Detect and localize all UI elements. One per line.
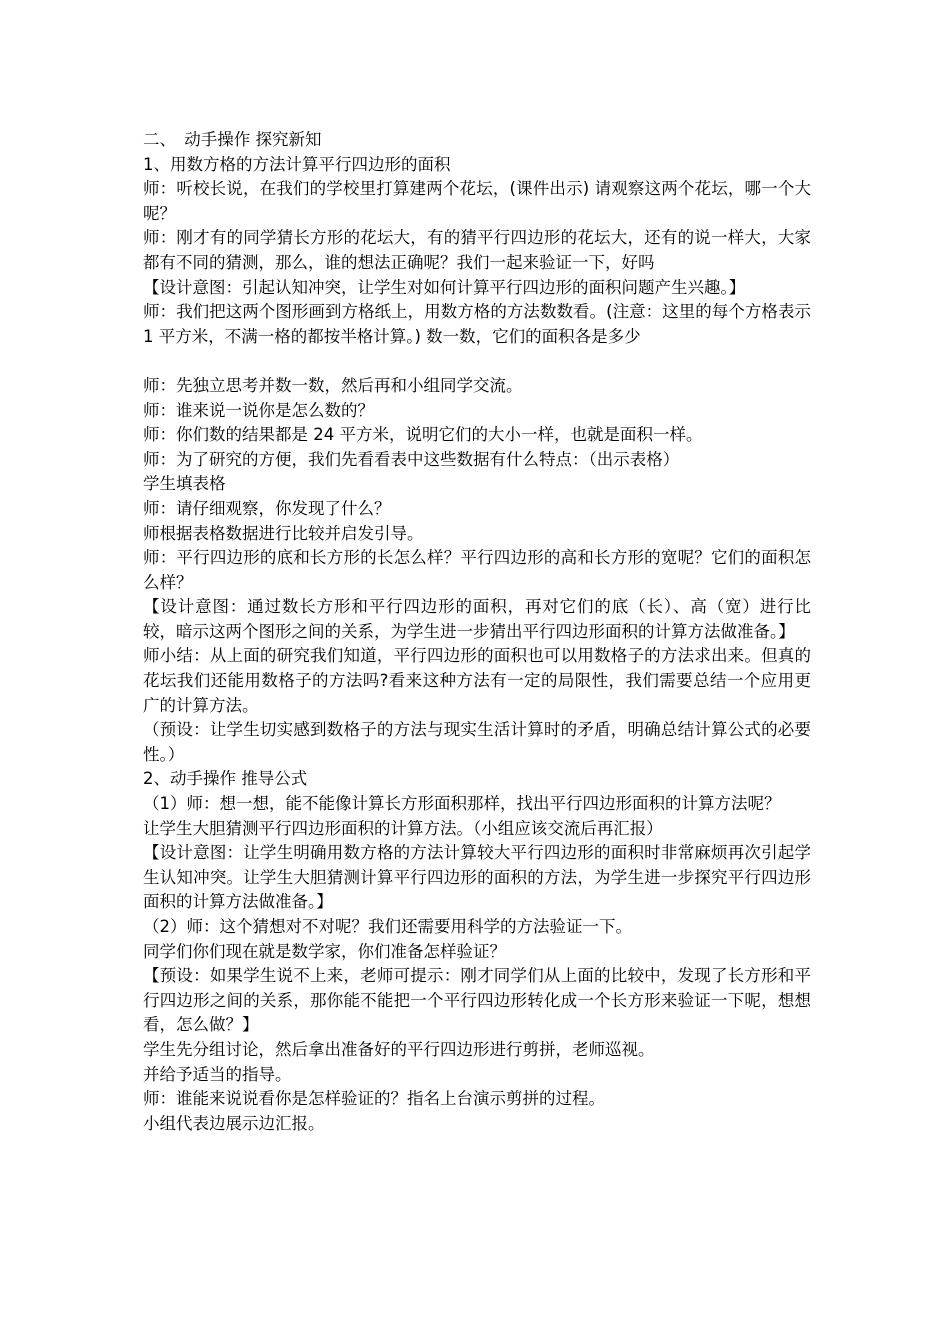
design-intent-3: 【设计意图：让学生明确用数方格的方法计算较大平行四边形的面积时非常麻烦再次引起学生认知冲突。让学生大胆猜测计算平行四边形的面积的方法，为学生进一步探究平行四边形面积的计算方法做准备。】	[143, 843, 811, 912]
paragraph-8: 学生填表格	[143, 474, 226, 494]
teacher-summary: 师小结：从上面的研究我们知道，平行四边形的面积也可以用数格子的方法求出来。但真的花坛我们还能用数格子的方法吗?看来这种方法有一定的局限性，我们需要总结一个应用更广的计算方法。	[143, 646, 811, 715]
paragraph-2: 师：刚才有的同学猜长方形的花坛大，有的猜平行四边形的花坛大，还有的说一样大，大家都有不同的猜测，那么，谁的想法正确呢？我们一起来验证一下，好吗	[143, 228, 811, 272]
paragraph-14: （2）师：这个猜想对不对呢？我们还需要用科学的方法验证一下。	[143, 917, 632, 936]
design-intent-2: 【设计意图：通过数长方形和平行四边形的面积，再对它们的底（长）、高（宽）进行比较，暗示这两个图形之间的关系，为学生进一步猜出平行四边形面积的计算方法做准备。】	[143, 597, 811, 641]
paragraph-7: 师：为了研究的方便，我们先看看表中这些数据有什么特点：（出示表格）	[143, 449, 680, 469]
paragraph-6: 师：你们数的结果都是 24 平方米，说明它们的大小一样，也就是面积一样。	[143, 425, 703, 445]
paragraph-19: 小组代表边展示边汇报。	[143, 1113, 325, 1133]
preset-2: 【预设：如果学生说不上来，老师可提示：刚才同学们从上面的比较中，发现了长方形和平行四边形之间的关系，那你能不能把一个平行四边形转化成一个长方形来验证一下呢，想想看，怎么做？】	[143, 966, 811, 1035]
paragraph-9: 师：请仔细观察，你发现了什么？	[143, 498, 391, 518]
subsection-heading-1: 1、用数方格的方法计算平行四边形的面积	[143, 154, 451, 174]
subsection-heading-2: 2、动手操作 推导公式	[143, 769, 308, 789]
preset-1: （预设：让学生切实感到数格子的方法与现实生活计算时的矛盾，明确总结计算公式的必要性。）	[143, 720, 811, 764]
paragraph-11: 师：平行四边形的底和长方形的长怎么样？平行四边形的高和长方形的宽呢？它们的面积怎么样？	[143, 548, 811, 592]
document-body	[143, 128, 811, 1136]
paragraph-4: 师：先独立思考并数一数，然后再和小组同学交流。	[143, 375, 523, 395]
paragraph-13: 让学生大胆猜测平行四边形面积的计算方法。（小组应该交流后再汇报）	[143, 818, 663, 838]
design-intent-1: 【设计意图：引起认知冲突，让学生对如何计算平行四边形的面积问题产生兴趣。】	[143, 277, 746, 297]
section-heading: 二、 动手操作 探究新知	[143, 130, 322, 149]
paragraph-17: 并给予适当的指导。	[143, 1064, 292, 1084]
paragraph-12: （1）师：想一想，能不能像计算长方形面积那样，找出平行四边形面积的计算方法呢？	[143, 794, 781, 814]
paragraph-3: 师：我们把这两个图形画到方格纸上，用数方格的方法数数看。(注意：这里的每个方格表示 1 平方米，不满一格的都按半格计算。) 数一数，它们的面积各是多少	[143, 302, 811, 346]
paragraph-5: 师：谁来说一说你是怎么数的？	[143, 400, 374, 420]
paragraph-1: 师：听校长说，在我们的学校里打算建两个花坛，(课件出示) 请观察这两个花坛，哪一个大呢？	[143, 179, 811, 223]
paragraph-15: 同学们你们现在就是数学家，你们准备怎样验证？	[143, 941, 506, 961]
paragraph-18: 师：谁能来说说看你是怎样验证的？指名上台演示剪拼的过程。	[143, 1089, 605, 1109]
paragraph-10: 师根据表格数据进行比较并启发引导。	[143, 523, 424, 543]
paragraph-16: 学生先分组讨论，然后拿出准备好的平行四边形进行剪拼，老师巡视。	[143, 1039, 655, 1059]
blank-line	[143, 349, 811, 374]
